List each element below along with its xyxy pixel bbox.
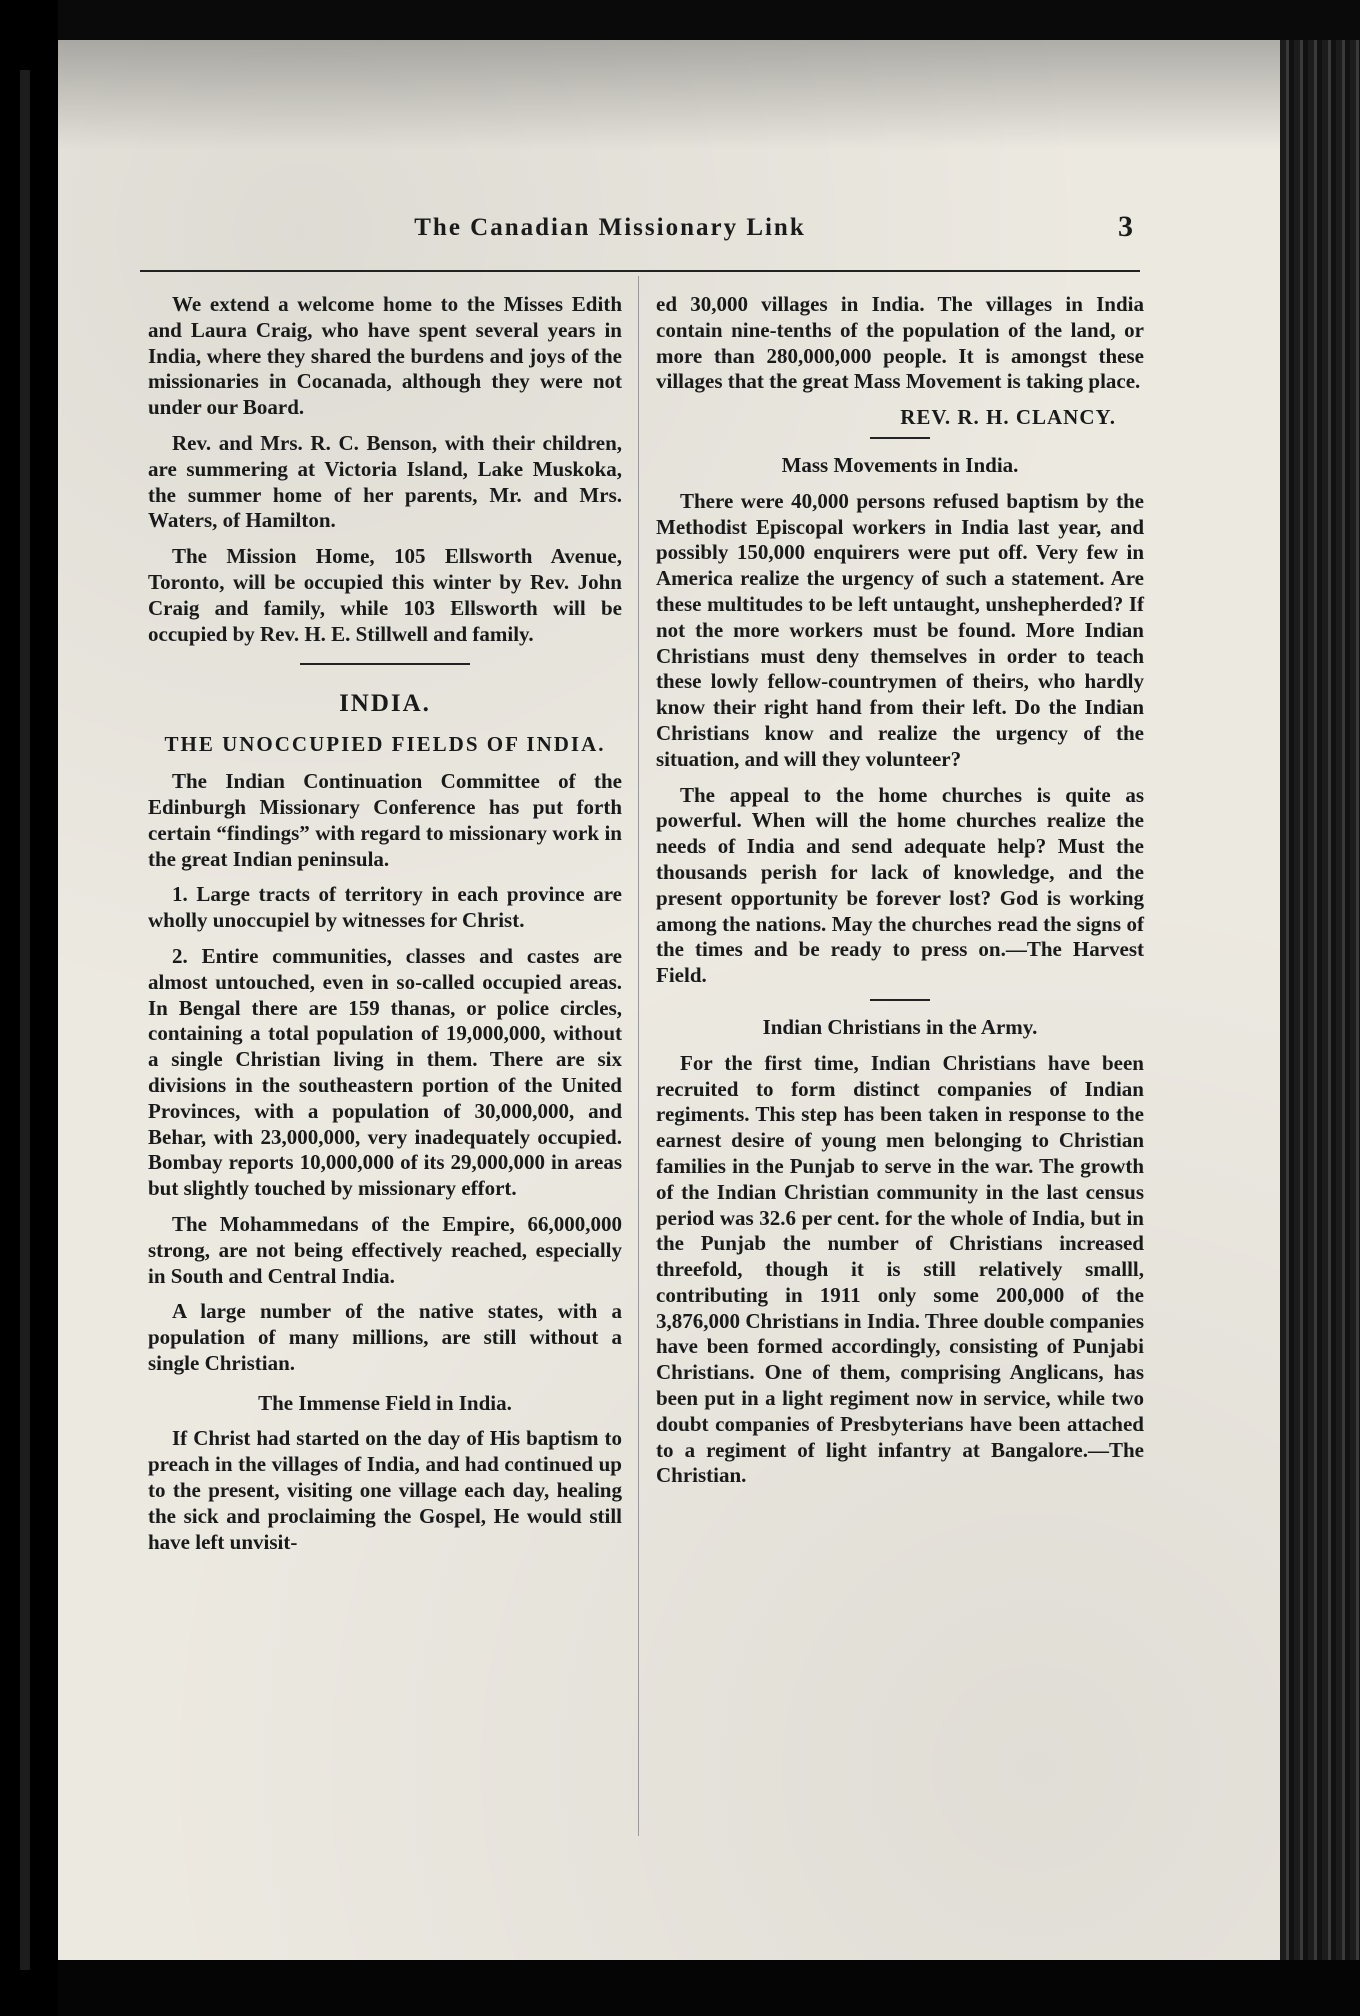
page-number: 3 [1118,210,1133,243]
note-paragraph: The Mission Home, 105 Ellsworth Avenue, Toronto, will be occupied this winter by Rev. John Craig and family, while 103 Ellsworth will be occupied by Rev. H. E. Stillwell and family. [148,544,622,646]
running-title: The Canadian Missionary Link [414,214,806,241]
article-paragraph: The appeal to the home churches is quite as powerful. When will the home churches realize the needs of India and send adequate help? Must the thousands perish for lack of knowledge, and the present opportunity be forever lost? God is working among the nations. May the churches read the signs of the times and be ready to press on.—The Harvest Field. [656,782,1144,988]
article-divider [870,999,930,1001]
previous-page-edge [20,70,30,1970]
article-paragraph: If Christ had started on the day of His baptism to preach in the villages of India, and had continued up to the present, visiting one village each day, healing the sick and proclaiming the Gospel, He would still have left unvisit- [148,1426,622,1554]
article-paragraph: The Mohammedans of the Empire, 66,000,000 strong, are not being effectively reached, especially in South and Central India. [148,1211,622,1288]
section-divider [300,663,470,665]
header-rule [140,270,1140,272]
subheading: The Immense Field in India. [258,1390,512,1415]
article-title: Indian Christians in the Army. [762,1014,1038,1039]
article-paragraph: There were 40,000 persons refused baptism by the Methodist Episcopal workers in India last year, and possibly 150,000 enquirers were put off. Very few in America realize the urgency of such a statement. Are these multitudes to be left untaught, unshepherded? If not the more workers must be found. More Indian Christians must deny themselves in order to teach these lowly fellow-countrymen of theirs, who hardly know their right hand from their left. Do the Indian Christians know and realize the urgency of the situation, and will they volunteer? [656,488,1144,771]
article-divider [870,437,930,439]
article-paragraph: The Indian Continuation Committee of the Edinburgh Missionary Conference has put forth certain “findings” with regard to missionary work in the great Indian peninsula. [148,769,622,871]
continued-paragraph: ed 30,000 villages in India. The villages in India contain nine-tenths of the population of the land, or more than 280,000,000 people. It is amongst these villages that the great Mass Movement is taking place. [656,292,1144,394]
article-paragraph: 1. Large tracts of territory in each province are wholly unoccupiel by witnesses for Christ. [148,882,622,933]
book-spine [1280,40,1360,1960]
article-paragraph: A large number of the native states, with a population of many millions, are still without a single Christian. [148,1299,622,1375]
right-column [656,292,1144,1499]
note-paragraph: Rev. and Mrs. R. C. Benson, with their children, are summering at Victoria Island, Lake Muskoka, the summer home of her parents, Mr. and Mrs. Waters, of Hamilton. [148,430,622,533]
article-title: THE UNOCCUPIED FIELDS OF INDIA. [164,732,606,757]
section-title: INDIA. [339,690,431,718]
article-paragraph: 2. Entire communities, classes and castes are almost untouched, even in so-called occupied areas. In Bengal there are 159 thanas, or police circles, containing a total population of 19,000,000, without a single Christian living in them. There are six divisions in the southeastern portion of the United Provinces, with a population of 30,000,000, and Behar, with 23,000,000, very inadequately occupied. Bombay reports 10,000,000 of its 29,000,000 in areas but slightly touched by missionary effort. [148,943,622,1201]
scan-shadow [58,40,1280,150]
article-title: Mass Movements in India. [781,452,1019,477]
article-paragraph: For the first time, Indian Christians have been recruited to form distinct companies of Indian regiments. This step has been taken in response to the earnest desire of young men belonging to Christian families in the Punjab to serve in the war. The growth of the Indian Christian community in the last census period was 32.6 per cent. for the whole of India, but in the Punjab the number of Christians increased threefold, though it is still relatively smalll, contributing in 1911 only some 200,000 of the 3,876,000 Christians in India. Three double companies have been formed accordingly, consisting of Punjabi Christians. One of them, comprising Anglicans, has been put in a light regiment now in service, while two doubt companies of Presbyterians have been attached to a regiment of light infantry at Bangalore.—The Christian. [656,1050,1144,1488]
note-paragraph: We extend a welcome home to the Misses Edith and Laura Craig, who have spent several years in India, where they shared the burdens and joys of the missionaries in Cocanada, although they were not under our Board. [148,292,622,420]
left-column [148,292,622,1565]
film-margin-bottom [58,1960,1360,2016]
author-signature: REV. R. H. CLANCY. [900,405,1116,430]
column-divider [638,276,639,1836]
